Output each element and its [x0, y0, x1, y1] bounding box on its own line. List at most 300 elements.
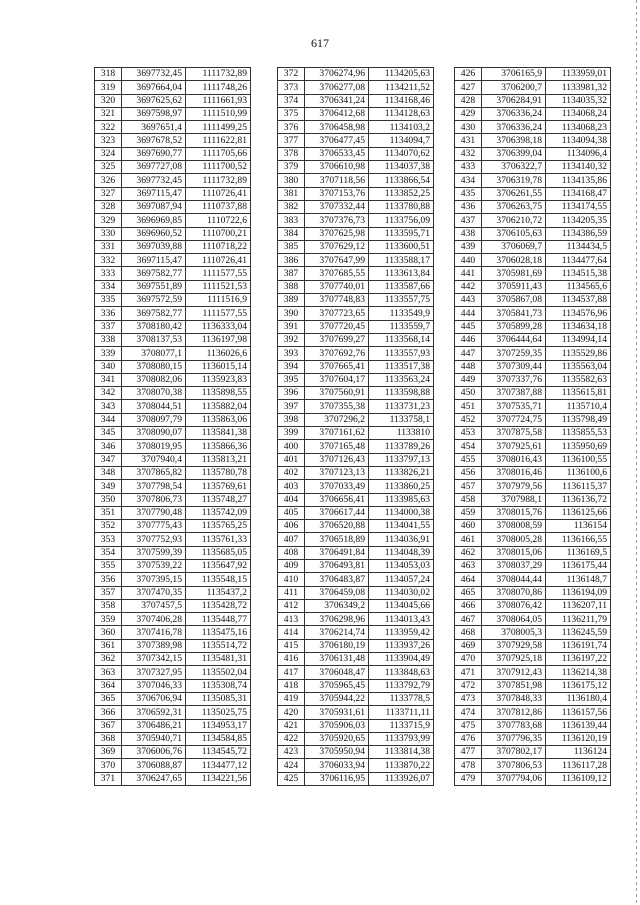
x-coordinate-cell: 3706486,21: [122, 719, 186, 732]
x-coordinate-cell: 3706298,96: [305, 613, 369, 626]
table-row: [95, 387, 251, 400]
y-coordinate-cell: 1111521,53: [186, 280, 251, 293]
table-row: [278, 506, 434, 519]
x-coordinate-cell: 3707848,33: [482, 692, 546, 705]
x-coordinate-cell: 3706006,76: [122, 746, 186, 759]
point-number-cell: 368: [95, 732, 122, 745]
point-number-cell: 345: [95, 427, 122, 440]
table-row: [95, 373, 251, 386]
point-number-cell: 338: [95, 333, 122, 346]
point-number-cell: 318: [95, 68, 122, 81]
point-number-cell: 356: [95, 573, 122, 586]
table-row: [278, 134, 434, 147]
x-coordinate-cell: 3706210,72: [482, 214, 546, 227]
y-coordinate-cell: 1133826,21: [369, 466, 434, 479]
point-number-cell: 376: [278, 121, 305, 134]
x-coordinate-cell: 3707327,95: [122, 666, 186, 679]
y-coordinate-cell: 1133711,11: [369, 706, 434, 719]
y-coordinate-cell: 1136214,38: [546, 666, 611, 679]
point-number-cell: 390: [278, 307, 305, 320]
x-coordinate-cell: 3707376,73: [305, 214, 369, 227]
table-row: [278, 719, 434, 732]
table-row: [278, 706, 434, 719]
table-row: [95, 506, 251, 519]
y-coordinate-cell: 1133595,71: [369, 227, 434, 240]
x-coordinate-cell: 3707153,76: [305, 187, 369, 200]
point-number-cell: 374: [278, 94, 305, 107]
table-row: [455, 147, 611, 160]
point-number-cell: 411: [278, 586, 305, 599]
point-number-cell: 424: [278, 759, 305, 772]
y-coordinate-cell: 1133959,42: [369, 626, 434, 639]
y-coordinate-cell: 1111748,26: [186, 81, 251, 94]
point-number-cell: 447: [455, 347, 482, 360]
y-coordinate-cell: 1136245,59: [546, 626, 611, 639]
x-coordinate-cell: 3705920,65: [305, 732, 369, 745]
point-number-cell: 436: [455, 200, 482, 213]
y-coordinate-cell: 1134168,47: [546, 187, 611, 200]
y-coordinate-cell: 1133870,22: [369, 759, 434, 772]
x-coordinate-cell: 3706458,98: [305, 121, 369, 134]
table-row: [455, 267, 611, 280]
point-number-cell: 442: [455, 280, 482, 293]
y-coordinate-cell: 1134037,38: [369, 161, 434, 174]
table-row: [455, 546, 611, 559]
y-coordinate-cell: 1134068,23: [546, 121, 611, 134]
y-coordinate-cell: 1111577,55: [186, 307, 251, 320]
point-number-cell: 387: [278, 267, 305, 280]
table-row: [455, 533, 611, 546]
table-row: [278, 320, 434, 333]
x-coordinate-cell: 3707457,5: [122, 599, 186, 612]
x-coordinate-cell: 3697598,97: [122, 107, 186, 120]
point-number-cell: 427: [455, 81, 482, 94]
y-coordinate-cell: 1136197,98: [186, 333, 251, 346]
x-coordinate-cell: 3707806,73: [122, 493, 186, 506]
table-row: [95, 214, 251, 227]
y-coordinate-cell: 1134576,96: [546, 307, 611, 320]
point-number-cell: 319: [95, 81, 122, 94]
table-row: [278, 586, 434, 599]
y-coordinate-cell: 1134634,18: [546, 320, 611, 333]
y-coordinate-cell: 1133904,49: [369, 653, 434, 666]
table-row: [455, 772, 611, 785]
x-coordinate-cell: 3706592,31: [122, 706, 186, 719]
point-number-cell: 340: [95, 360, 122, 373]
point-number-cell: 351: [95, 506, 122, 519]
point-number-cell: 475: [455, 719, 482, 732]
x-coordinate-cell: 3705867,08: [482, 294, 546, 307]
y-coordinate-cell: 1111700,52: [186, 161, 251, 174]
x-coordinate-cell: 3707794,06: [482, 772, 546, 785]
point-number-cell: 435: [455, 187, 482, 200]
y-coordinate-cell: 1134168,46: [369, 94, 434, 107]
point-number-cell: 384: [278, 227, 305, 240]
table-row: [95, 147, 251, 160]
y-coordinate-cell: 1136166,55: [546, 533, 611, 546]
coordinates-table-right: [454, 67, 611, 786]
point-number-cell: 323: [95, 134, 122, 147]
table-row: [278, 387, 434, 400]
table-row: [95, 746, 251, 759]
x-coordinate-cell: 3706533,45: [305, 147, 369, 160]
x-coordinate-cell: 3697551,89: [122, 280, 186, 293]
point-number-cell: 327: [95, 187, 122, 200]
x-coordinate-cell: 3697664,04: [122, 81, 186, 94]
y-coordinate-cell: 1134000,38: [369, 506, 434, 519]
x-coordinate-cell: 3707796,35: [482, 732, 546, 745]
y-coordinate-cell: 1133810: [369, 427, 434, 440]
x-coordinate-cell: 3707925,18: [482, 653, 546, 666]
y-coordinate-cell: 1135308,74: [186, 679, 251, 692]
x-coordinate-cell: 3706483,87: [305, 573, 369, 586]
table-row: [278, 333, 434, 346]
y-coordinate-cell: 1133797,13: [369, 453, 434, 466]
table-row: [278, 81, 434, 94]
point-number-cell: 346: [95, 440, 122, 453]
table-row: [455, 200, 611, 213]
y-coordinate-cell: 1110700,21: [186, 227, 251, 240]
point-number-cell: 395: [278, 373, 305, 386]
point-number-cell: 363: [95, 666, 122, 679]
point-number-cell: 412: [278, 599, 305, 612]
x-coordinate-cell: 3697572,59: [122, 294, 186, 307]
y-coordinate-cell: 1134205,35: [546, 214, 611, 227]
point-number-cell: 344: [95, 413, 122, 426]
table-row: [95, 732, 251, 745]
y-coordinate-cell: 1134386,59: [546, 227, 611, 240]
page-edge-line: [636, 0, 637, 905]
point-number-cell: 419: [278, 692, 305, 705]
x-coordinate-cell: 3708137,53: [122, 333, 186, 346]
point-number-cell: 361: [95, 639, 122, 652]
table-row: [95, 573, 251, 586]
point-number-cell: 456: [455, 466, 482, 479]
table-row: [278, 653, 434, 666]
point-number-cell: 401: [278, 453, 305, 466]
point-number-cell: 393: [278, 347, 305, 360]
table-row: [278, 347, 434, 360]
point-number-cell: 335: [95, 294, 122, 307]
point-number-cell: 438: [455, 227, 482, 240]
point-number-cell: 403: [278, 480, 305, 493]
table-row: [95, 599, 251, 612]
point-number-cell: 477: [455, 746, 482, 759]
y-coordinate-cell: 1133549,9: [369, 307, 434, 320]
x-coordinate-cell: 3707724,75: [482, 413, 546, 426]
table-row: [278, 440, 434, 453]
table-row: [95, 666, 251, 679]
point-number-cell: 405: [278, 506, 305, 519]
y-coordinate-cell: 1135855,53: [546, 427, 611, 440]
point-number-cell: 377: [278, 134, 305, 147]
point-number-cell: 343: [95, 400, 122, 413]
table-row: [95, 772, 251, 785]
y-coordinate-cell: 1133557,75: [369, 294, 434, 307]
y-coordinate-cell: 1135761,33: [186, 533, 251, 546]
table-row: [95, 307, 251, 320]
y-coordinate-cell: 1136139,44: [546, 719, 611, 732]
point-number-cell: 416: [278, 653, 305, 666]
table-row: [278, 294, 434, 307]
table-row: [95, 546, 251, 559]
y-coordinate-cell: 1133563,24: [369, 373, 434, 386]
y-coordinate-cell: 1136115,37: [546, 480, 611, 493]
point-number-cell: 354: [95, 546, 122, 559]
table-row: [455, 360, 611, 373]
y-coordinate-cell: 1134211,52: [369, 81, 434, 94]
x-coordinate-cell: 3705965,45: [305, 679, 369, 692]
table-row: [278, 666, 434, 679]
y-coordinate-cell: 1136100,6: [546, 466, 611, 479]
table-row: [95, 227, 251, 240]
x-coordinate-cell: 3708070,86: [482, 586, 546, 599]
table-row: [278, 466, 434, 479]
table-row: [95, 94, 251, 107]
table-row: [95, 586, 251, 599]
point-number-cell: 406: [278, 520, 305, 533]
y-coordinate-cell: 1134094,7: [369, 134, 434, 147]
y-coordinate-cell: 1134096,4: [546, 147, 611, 160]
point-number-cell: 391: [278, 320, 305, 333]
x-coordinate-cell: 3707161,62: [305, 427, 369, 440]
point-number-cell: 380: [278, 174, 305, 187]
point-number-cell: 408: [278, 546, 305, 559]
table-row: [278, 174, 434, 187]
y-coordinate-cell: 1133848,63: [369, 666, 434, 679]
x-coordinate-cell: 3707925,61: [482, 440, 546, 453]
point-number-cell: 420: [278, 706, 305, 719]
x-coordinate-cell: 3707929,58: [482, 639, 546, 652]
y-coordinate-cell: 1136180,4: [546, 692, 611, 705]
table-row: [95, 333, 251, 346]
point-number-cell: 417: [278, 666, 305, 679]
y-coordinate-cell: 1136136,72: [546, 493, 611, 506]
x-coordinate-cell: 3705940,71: [122, 732, 186, 745]
x-coordinate-cell: 3706491,84: [305, 546, 369, 559]
x-coordinate-cell: 3706274,96: [305, 68, 369, 81]
point-number-cell: 328: [95, 200, 122, 213]
point-number-cell: 429: [455, 107, 482, 120]
table-row: [278, 307, 434, 320]
point-number-cell: 453: [455, 427, 482, 440]
point-number-cell: 437: [455, 214, 482, 227]
y-coordinate-cell: 1135514,72: [186, 639, 251, 652]
table-row: [455, 413, 611, 426]
x-coordinate-cell: 3708015,76: [482, 506, 546, 519]
table-row: [455, 320, 611, 333]
y-coordinate-cell: 1134041,55: [369, 520, 434, 533]
x-coordinate-cell: 3705841,73: [482, 307, 546, 320]
point-number-cell: 369: [95, 746, 122, 759]
table-row: [95, 187, 251, 200]
x-coordinate-cell: 3706277,08: [305, 81, 369, 94]
table-row: [278, 94, 434, 107]
x-coordinate-cell: 3708090,07: [122, 427, 186, 440]
point-number-cell: 321: [95, 107, 122, 120]
table-row: [455, 280, 611, 293]
table-row: [455, 639, 611, 652]
table-row: [455, 294, 611, 307]
table-row: [278, 679, 434, 692]
point-number-cell: 472: [455, 679, 482, 692]
y-coordinate-cell: 1133600,51: [369, 240, 434, 253]
y-coordinate-cell: 1133985,63: [369, 493, 434, 506]
point-number-cell: 386: [278, 254, 305, 267]
x-coordinate-cell: 3707395,15: [122, 573, 186, 586]
point-number-cell: 449: [455, 373, 482, 386]
y-coordinate-cell: 1135529,86: [546, 347, 611, 360]
x-coordinate-cell: 3706459,08: [305, 586, 369, 599]
point-number-cell: 333: [95, 267, 122, 280]
x-coordinate-cell: 3706319,78: [482, 174, 546, 187]
table-row: [455, 679, 611, 692]
table-row: [278, 240, 434, 253]
y-coordinate-cell: 1134584,85: [186, 732, 251, 745]
x-coordinate-cell: 3705931,61: [305, 706, 369, 719]
table-row: [95, 653, 251, 666]
y-coordinate-cell: 1133715,9: [369, 719, 434, 732]
table-row: [455, 107, 611, 120]
table-row: [455, 373, 611, 386]
point-number-cell: 349: [95, 480, 122, 493]
x-coordinate-cell: 3706610,98: [305, 161, 369, 174]
y-coordinate-cell: 1136148,7: [546, 573, 611, 586]
x-coordinate-cell: 3707342,15: [122, 653, 186, 666]
point-number-cell: 410: [278, 573, 305, 586]
point-number-cell: 454: [455, 440, 482, 453]
y-coordinate-cell: 1133789,26: [369, 440, 434, 453]
x-coordinate-cell: 3707692,76: [305, 347, 369, 360]
x-coordinate-cell: 3705911,43: [482, 280, 546, 293]
table-row: [278, 626, 434, 639]
table-row: [278, 413, 434, 426]
point-number-cell: 440: [455, 254, 482, 267]
table-row: [455, 732, 611, 745]
x-coordinate-cell: 3707046,33: [122, 679, 186, 692]
point-number-cell: 398: [278, 413, 305, 426]
point-number-cell: 383: [278, 214, 305, 227]
y-coordinate-cell: 1135548,15: [186, 573, 251, 586]
point-number-cell: 341: [95, 373, 122, 386]
point-number-cell: 451: [455, 400, 482, 413]
point-number-cell: 332: [95, 254, 122, 267]
table-row: [455, 400, 611, 413]
y-coordinate-cell: 1136120,19: [546, 732, 611, 745]
table-row: [455, 94, 611, 107]
y-coordinate-cell: 1134565,6: [546, 280, 611, 293]
table-row: [278, 214, 434, 227]
table-row: [95, 240, 251, 253]
x-coordinate-cell: 3708097,79: [122, 413, 186, 426]
x-coordinate-cell: 3697582,77: [122, 267, 186, 280]
table-row: [278, 267, 434, 280]
y-coordinate-cell: 1134174,55: [546, 200, 611, 213]
table-row: [455, 692, 611, 705]
y-coordinate-cell: 1133852,25: [369, 187, 434, 200]
point-number-cell: 322: [95, 121, 122, 134]
point-number-cell: 421: [278, 719, 305, 732]
y-coordinate-cell: 1134994,14: [546, 333, 611, 346]
table-row: [455, 214, 611, 227]
y-coordinate-cell: 1135841,38: [186, 427, 251, 440]
point-number-cell: 474: [455, 706, 482, 719]
table-row: [455, 653, 611, 666]
table-row: [278, 121, 434, 134]
x-coordinate-cell: 3707740,01: [305, 280, 369, 293]
x-coordinate-cell: 3706263,75: [482, 200, 546, 213]
y-coordinate-cell: 1133598,88: [369, 387, 434, 400]
x-coordinate-cell: 3707604,17: [305, 373, 369, 386]
y-coordinate-cell: 1134053,03: [369, 559, 434, 572]
y-coordinate-cell: 1110737,88: [186, 200, 251, 213]
point-number-cell: 434: [455, 174, 482, 187]
table-row: [455, 573, 611, 586]
table-row: [278, 187, 434, 200]
table-row: [95, 759, 251, 772]
table-row: [278, 573, 434, 586]
y-coordinate-cell: 1136109,12: [546, 772, 611, 785]
x-coordinate-cell: 3707355,38: [305, 400, 369, 413]
x-coordinate-cell: 3706412,68: [305, 107, 369, 120]
y-coordinate-cell: 1135866,36: [186, 440, 251, 453]
table-row: [95, 400, 251, 413]
point-number-cell: 364: [95, 679, 122, 692]
table-row: [95, 360, 251, 373]
y-coordinate-cell: 1133517,38: [369, 360, 434, 373]
table-row: [455, 506, 611, 519]
table-row: [455, 559, 611, 572]
table-row: [455, 174, 611, 187]
point-number-cell: 360: [95, 626, 122, 639]
point-number-cell: 466: [455, 599, 482, 612]
y-coordinate-cell: 1134953,17: [186, 719, 251, 732]
point-number-cell: 402: [278, 466, 305, 479]
table-row: [95, 81, 251, 94]
point-number-cell: 463: [455, 559, 482, 572]
table-row: [95, 692, 251, 705]
x-coordinate-cell: 3706105,63: [482, 227, 546, 240]
x-coordinate-cell: 3697039,88: [122, 240, 186, 253]
table-row: [278, 639, 434, 652]
x-coordinate-cell: 3707126,43: [305, 453, 369, 466]
y-coordinate-cell: 1111622,81: [186, 134, 251, 147]
table-row: [95, 267, 251, 280]
x-coordinate-cell: 3707988,1: [482, 493, 546, 506]
table-row: [95, 533, 251, 546]
y-coordinate-cell: 1136117,28: [546, 759, 611, 772]
table-row: [278, 161, 434, 174]
point-number-cell: 329: [95, 214, 122, 227]
point-number-cell: 339: [95, 347, 122, 360]
point-number-cell: 465: [455, 586, 482, 599]
x-coordinate-cell: 3706116,95: [305, 772, 369, 785]
table-row: [95, 626, 251, 639]
table-row: [278, 254, 434, 267]
table-row: [278, 493, 434, 506]
x-coordinate-cell: 3707389,98: [122, 639, 186, 652]
y-coordinate-cell: 1135437,2: [186, 586, 251, 599]
point-number-cell: 414: [278, 626, 305, 639]
y-coordinate-cell: 1136175,12: [546, 679, 611, 692]
y-coordinate-cell: 1133587,66: [369, 280, 434, 293]
y-coordinate-cell: 1135615,81: [546, 387, 611, 400]
y-coordinate-cell: 1135428,72: [186, 599, 251, 612]
point-number-cell: 381: [278, 187, 305, 200]
y-coordinate-cell: 1133758,1: [369, 413, 434, 426]
y-coordinate-cell: 1134140,32: [546, 161, 611, 174]
x-coordinate-cell: 3707912,43: [482, 666, 546, 679]
